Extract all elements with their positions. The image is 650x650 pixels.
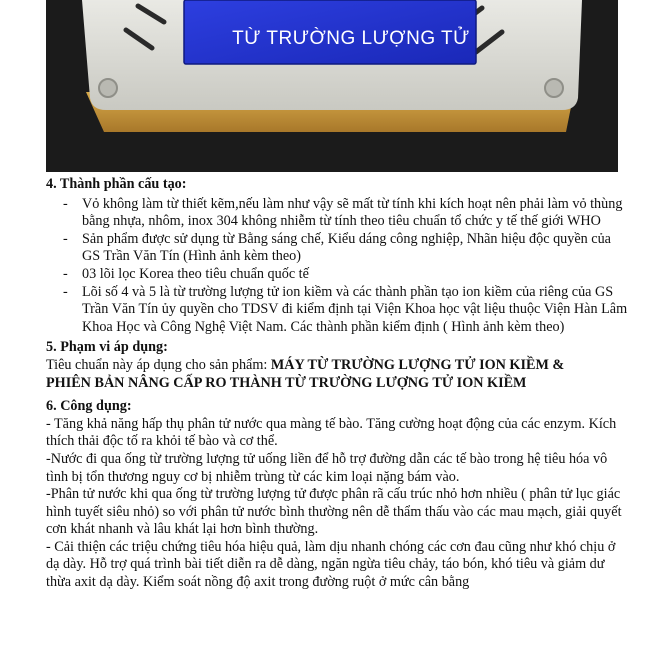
product-name-line-1: MÁY TỪ TRƯỜNG LƯỢNG TỬ ION KIỀM & xyxy=(270,356,565,373)
section-6-heading: 6. Công dụng: xyxy=(46,398,132,415)
section-6-paragraph: -Phân tử nước khi qua ống từ trường lượng tử được phân rã cấu trúc nhỏ hơn nhiều ( phân tử lục giác hình tuyết siêu nhỏ) so với phân tử nước bình thường nên dễ thẩm thấu vào các mau mạch, giải quyết cơn khát nhanh và lâu khát lại hơn bình thường. xyxy=(46,486,622,538)
bullet-marker: - xyxy=(63,265,68,282)
device-label: TỪ TRƯỜNG LƯỢNG TỬ xyxy=(232,28,470,49)
section-4-heading: 4. Thành phần cấu tạo: xyxy=(46,176,187,192)
bullet-marker: - xyxy=(63,195,68,212)
document-body xyxy=(46,176,632,592)
bullet-marker: - xyxy=(63,283,68,300)
bullet-marker: - xyxy=(63,230,68,247)
device-illustration xyxy=(46,0,618,172)
section-4-list xyxy=(46,196,632,337)
list-item: - Vỏ không làm từ thiết kẽm,nếu làm như vậy sẽ mất từ tính khi kích hoạt nên phải làm vỏ thùng bằng nhựa, nhôm, inox 304 không nhiễm từ tính theo tiêu chuẩn tổ chức y tế thế giới WHO xyxy=(63,195,623,230)
product-name-line-2: PHIÊN BẢN NÂNG CẤP RO THÀNH TỪ TRƯỜNG LƯỢNG TỬ ION KIỀM xyxy=(46,374,527,391)
section-6-paragraph: -Nước đi qua ống từ trường lượng tử uống liền để hỗ trợ đường dẫn các tế bào trong hệ tiêu hóa vô tình bị tổn thương nguy cơ bị nhiễm trùng từ các kim loại nặng bám vào. xyxy=(46,450,608,485)
device-photo xyxy=(46,0,618,172)
section-6-paragraph: - Tăng khả năng hấp thụ phân tử nước qua màng tế bào. Tăng cường hoạt động của các enzym. Kích thích thải độc tố ra khỏi tế bào và cơ thể. xyxy=(46,415,617,450)
section-6-paragraph: - Cải thiện các triệu chứng tiêu hóa hiệu quả, làm dịu nhanh chóng các cơn đau cũng như khó chịu ở dạ dày. Hỗ trợ quá trình bài tiết diễn ra dễ dàng, ngăn ngừa tiêu chảy, táo bón, khó tiêu và giảm dư thừa axit dạ dày. Kiểm soát nồng độ axit trong đường ruột ở mức cân bằng xyxy=(46,538,616,591)
list-item: - Lõi số 4 và 5 là từ trường lượng tử ion kiềm và các thành phần tạo ion kiềm của riêng của GS Trần Văn Tín ủy quyền cho TDSV đi kiểm định tại Viện Khoa học vật liệu thuộc Viện Hàn Lâm Khoa Học và Công Nghệ Việt Nam. Các thành phần kiểm định ( Hình ảnh kèm theo) xyxy=(63,283,628,335)
section-5-heading: 5. Phạm vi áp dụng: xyxy=(46,339,168,356)
list-item: - 03 lõi lọc Korea theo tiêu chuẩn quốc tế xyxy=(63,265,309,282)
section-5-text: Tiêu chuẩn này áp dụng cho sản phẩm: MÁY TỪ TRƯỜNG LƯỢNG TỬ ION KIỀM & xyxy=(46,356,565,373)
list-item: - Sản phẩm được sử dụng từ Bằng sáng chế, Kiểu dáng công nghiệp, Nhãn hiệu độc quyền của GS Trần Văn Tín (Hình ảnh kèm theo) xyxy=(63,230,611,265)
